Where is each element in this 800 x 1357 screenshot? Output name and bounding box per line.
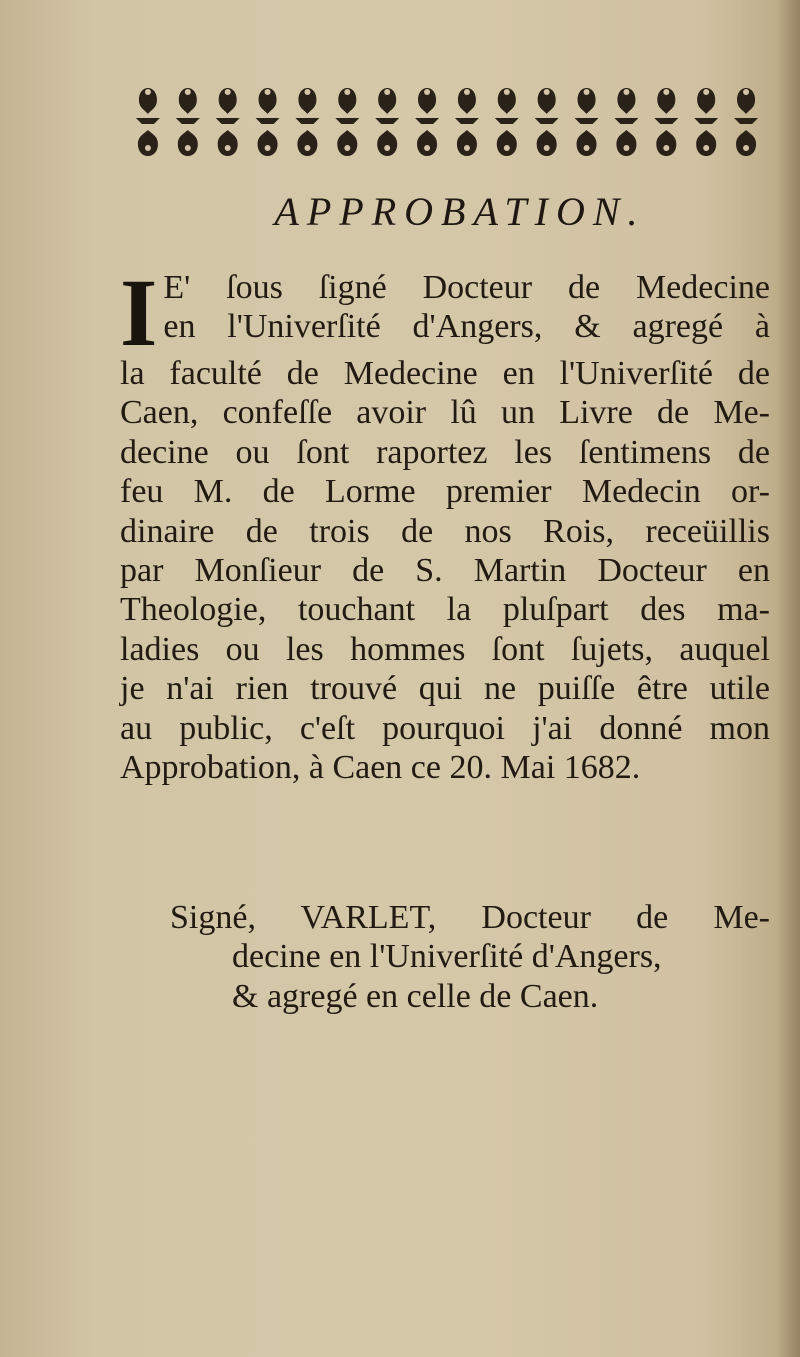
fleuron-eye [504, 89, 510, 95]
text-line: dinaire de trois de nos Rois, receüillis [120, 512, 770, 550]
signature-line: Signé, VARLET, Docteur de Me- [170, 899, 770, 936]
fleuron-eye [584, 145, 590, 151]
fleuron-eye [145, 145, 151, 151]
fleuron-bottom [537, 130, 557, 156]
text-line: Approbation, à Caen ce 20. Mai 1682. [120, 749, 641, 787]
fleuron-eye [225, 89, 231, 95]
fleuron-eye [584, 89, 590, 95]
approbation-text [120, 259, 770, 787]
text-line: E' ſous ſigné Docteur de Medecine [163, 269, 770, 306]
fleuron-eye [265, 89, 271, 95]
fleuron-eye [304, 145, 310, 151]
fleuron-eye [464, 145, 470, 151]
text-line: ladies ou les hommes ſont ſujets, auquel [120, 630, 770, 668]
fleuron-bottom [258, 130, 278, 156]
fleuron-bottom [577, 130, 597, 156]
fleuron-bottom [497, 130, 517, 156]
fleuron-eye [304, 89, 310, 95]
fleuron-eye [384, 145, 390, 151]
fleuron-eye [185, 89, 191, 95]
fleuron-eye [743, 145, 749, 151]
text-line: la faculté de Medecine en l'Univerſité de [120, 355, 770, 392]
fleuron-eye [544, 89, 550, 95]
fleuron-eye [344, 89, 350, 95]
fleuron-bottom [297, 130, 317, 156]
text-line: au public, c'eſt pourquoi j'ai donné mon [120, 709, 770, 747]
text-line: feu M. de Lorme premier Medecin or- [120, 473, 770, 511]
fleuron-bottom [417, 130, 437, 156]
text-line: decine ou ſont raportez les ſentimens de [120, 433, 770, 471]
fleuron-eye [544, 145, 550, 151]
text-line: Theologie, touchant la pluſpart des ma- [120, 591, 770, 629]
fleuron-eye [623, 89, 629, 95]
fleuron-eye [663, 89, 669, 95]
text-line: en l'Univerſité d'Angers, & agregé à [163, 308, 770, 346]
fleuron-eye [265, 145, 271, 151]
fleuron-bottom [337, 130, 357, 156]
fleuron-eye [703, 89, 709, 95]
fleuron-bottom [178, 130, 198, 156]
fleuron-eye [703, 145, 709, 151]
text-line: je n'ai rien trouvé qui ne puiſſe être utile [120, 670, 770, 708]
fleuron-eye [424, 145, 430, 151]
fleuron-eye [185, 145, 191, 151]
fleuron-eye [225, 145, 231, 151]
fleuron-bottom [696, 130, 716, 156]
fleuron-bottom [656, 130, 676, 156]
fleuron-eye [663, 145, 669, 151]
signature-line: decine en l'Univerſité d'Angers, [232, 938, 662, 976]
fleuron-eye [424, 89, 430, 95]
text-line: Caen, confeſſe avoir lû un Livre de Me- [120, 394, 770, 432]
fleuron-eye [743, 89, 749, 95]
fleuron-eye [464, 89, 470, 95]
fleuron-eye [344, 145, 350, 151]
fleuron-bottom [138, 130, 158, 156]
signature-block [170, 898, 770, 1016]
fleuron-bottom [616, 130, 636, 156]
fleuron-bottom [377, 130, 397, 156]
fleuron-eye [384, 89, 390, 95]
drop-cap: I [120, 259, 158, 366]
fleuron-band-icon [128, 78, 766, 166]
fleuron-eye [145, 89, 151, 95]
page-title: APPROBATION. [274, 189, 646, 234]
fleuron-eye [504, 145, 510, 151]
fleuron-bottom [457, 130, 477, 156]
fleuron-bottom [218, 130, 238, 156]
fleuron-bottom [736, 130, 756, 156]
text-line: par Monſieur de S. Martin Docteur en [120, 552, 770, 590]
signature-line: & agregé en celle de Caen. [232, 977, 599, 1015]
fleuron-eye [623, 145, 629, 151]
